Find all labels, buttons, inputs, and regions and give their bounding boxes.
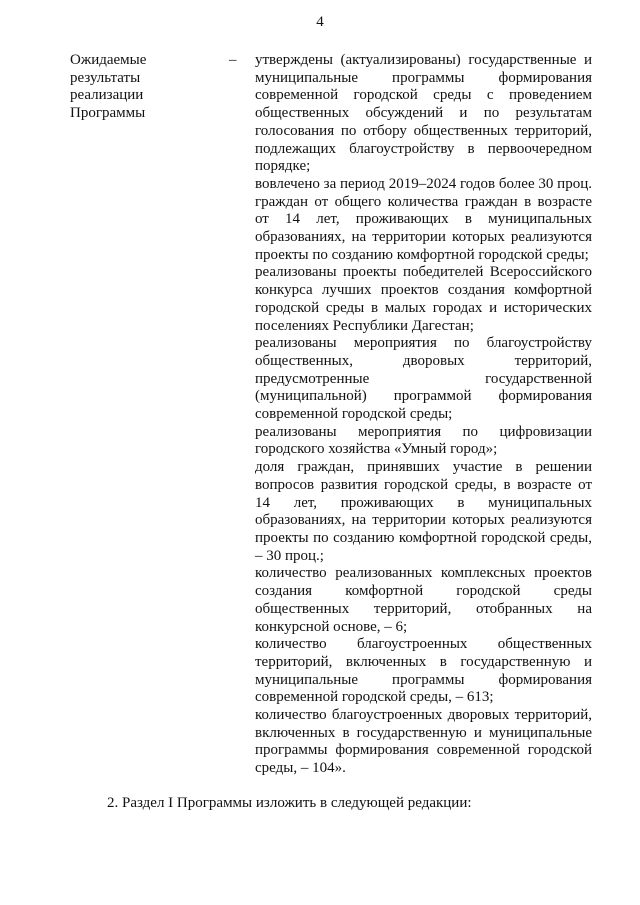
page-number: 4 <box>316 14 324 30</box>
result-item: количество благоустроенных дворовых территорий, включенных в государственную и муниципальные программы формирования современной городской среды, – 104». <box>255 707 592 777</box>
result-item: количество реализованных комплексных проектов создания комфортной городской среды общественных территорий, отобранных на конкурсной основе, – 6; <box>255 565 592 635</box>
label-line: реализации <box>70 87 144 104</box>
result-item: реализованы мероприятия по благоустройству общественных, дворовых территорий, предусмотренные государственной (муниципальной) программой формирования современной городской среды; <box>255 335 592 423</box>
section-statement: 2. Раздел I Программы изложить в следующей редакции: <box>107 795 472 811</box>
result-item: реализованы мероприятия по цифровизации городского хозяйства «Умный город»; <box>255 423 592 458</box>
result-item: утверждены (актуализированы) государственные и муниципальные программы формирования современной городской среды с проведением общественных обсуждений и по результатам голосования по отбору общественных территорий, подлежащих благоустройству в первоочередном порядке; <box>255 52 592 175</box>
label-line: Программы <box>70 105 146 122</box>
expected-results-list <box>255 52 592 778</box>
result-item: доля граждан, принявших участие в решении вопросов развития городской среды, в возрасте от 14 лет, проживающих в муниципальных образованиях, на территории которых реализуются проекты по созданию комфортной городской среды, – 30 проц.; <box>255 459 592 564</box>
label-line: Ожидаемые <box>70 52 147 68</box>
list-dash: – <box>229 52 237 68</box>
label-line: результаты <box>70 69 141 86</box>
result-item: количество благоустроенных общественных территорий, включенных в государственную и муниципальные программы формирования современной городской среды, – 613; <box>255 636 592 706</box>
result-item: реализованы проекты победителей Всероссийского конкурса лучших проектов создания комфортной городской среды в малых городах и исторических поселениях Республики Дагестан; <box>255 264 592 334</box>
result-item: вовлечено за период 2019–2024 годов более 30 проц. граждан от общего количества граждан в возрасте от 14 лет, проживающих в муниципальных образованиях, на территории которых реализуются проекты по созданию комфортной городской среды; <box>255 175 592 263</box>
row-label-expected-results <box>70 52 190 123</box>
